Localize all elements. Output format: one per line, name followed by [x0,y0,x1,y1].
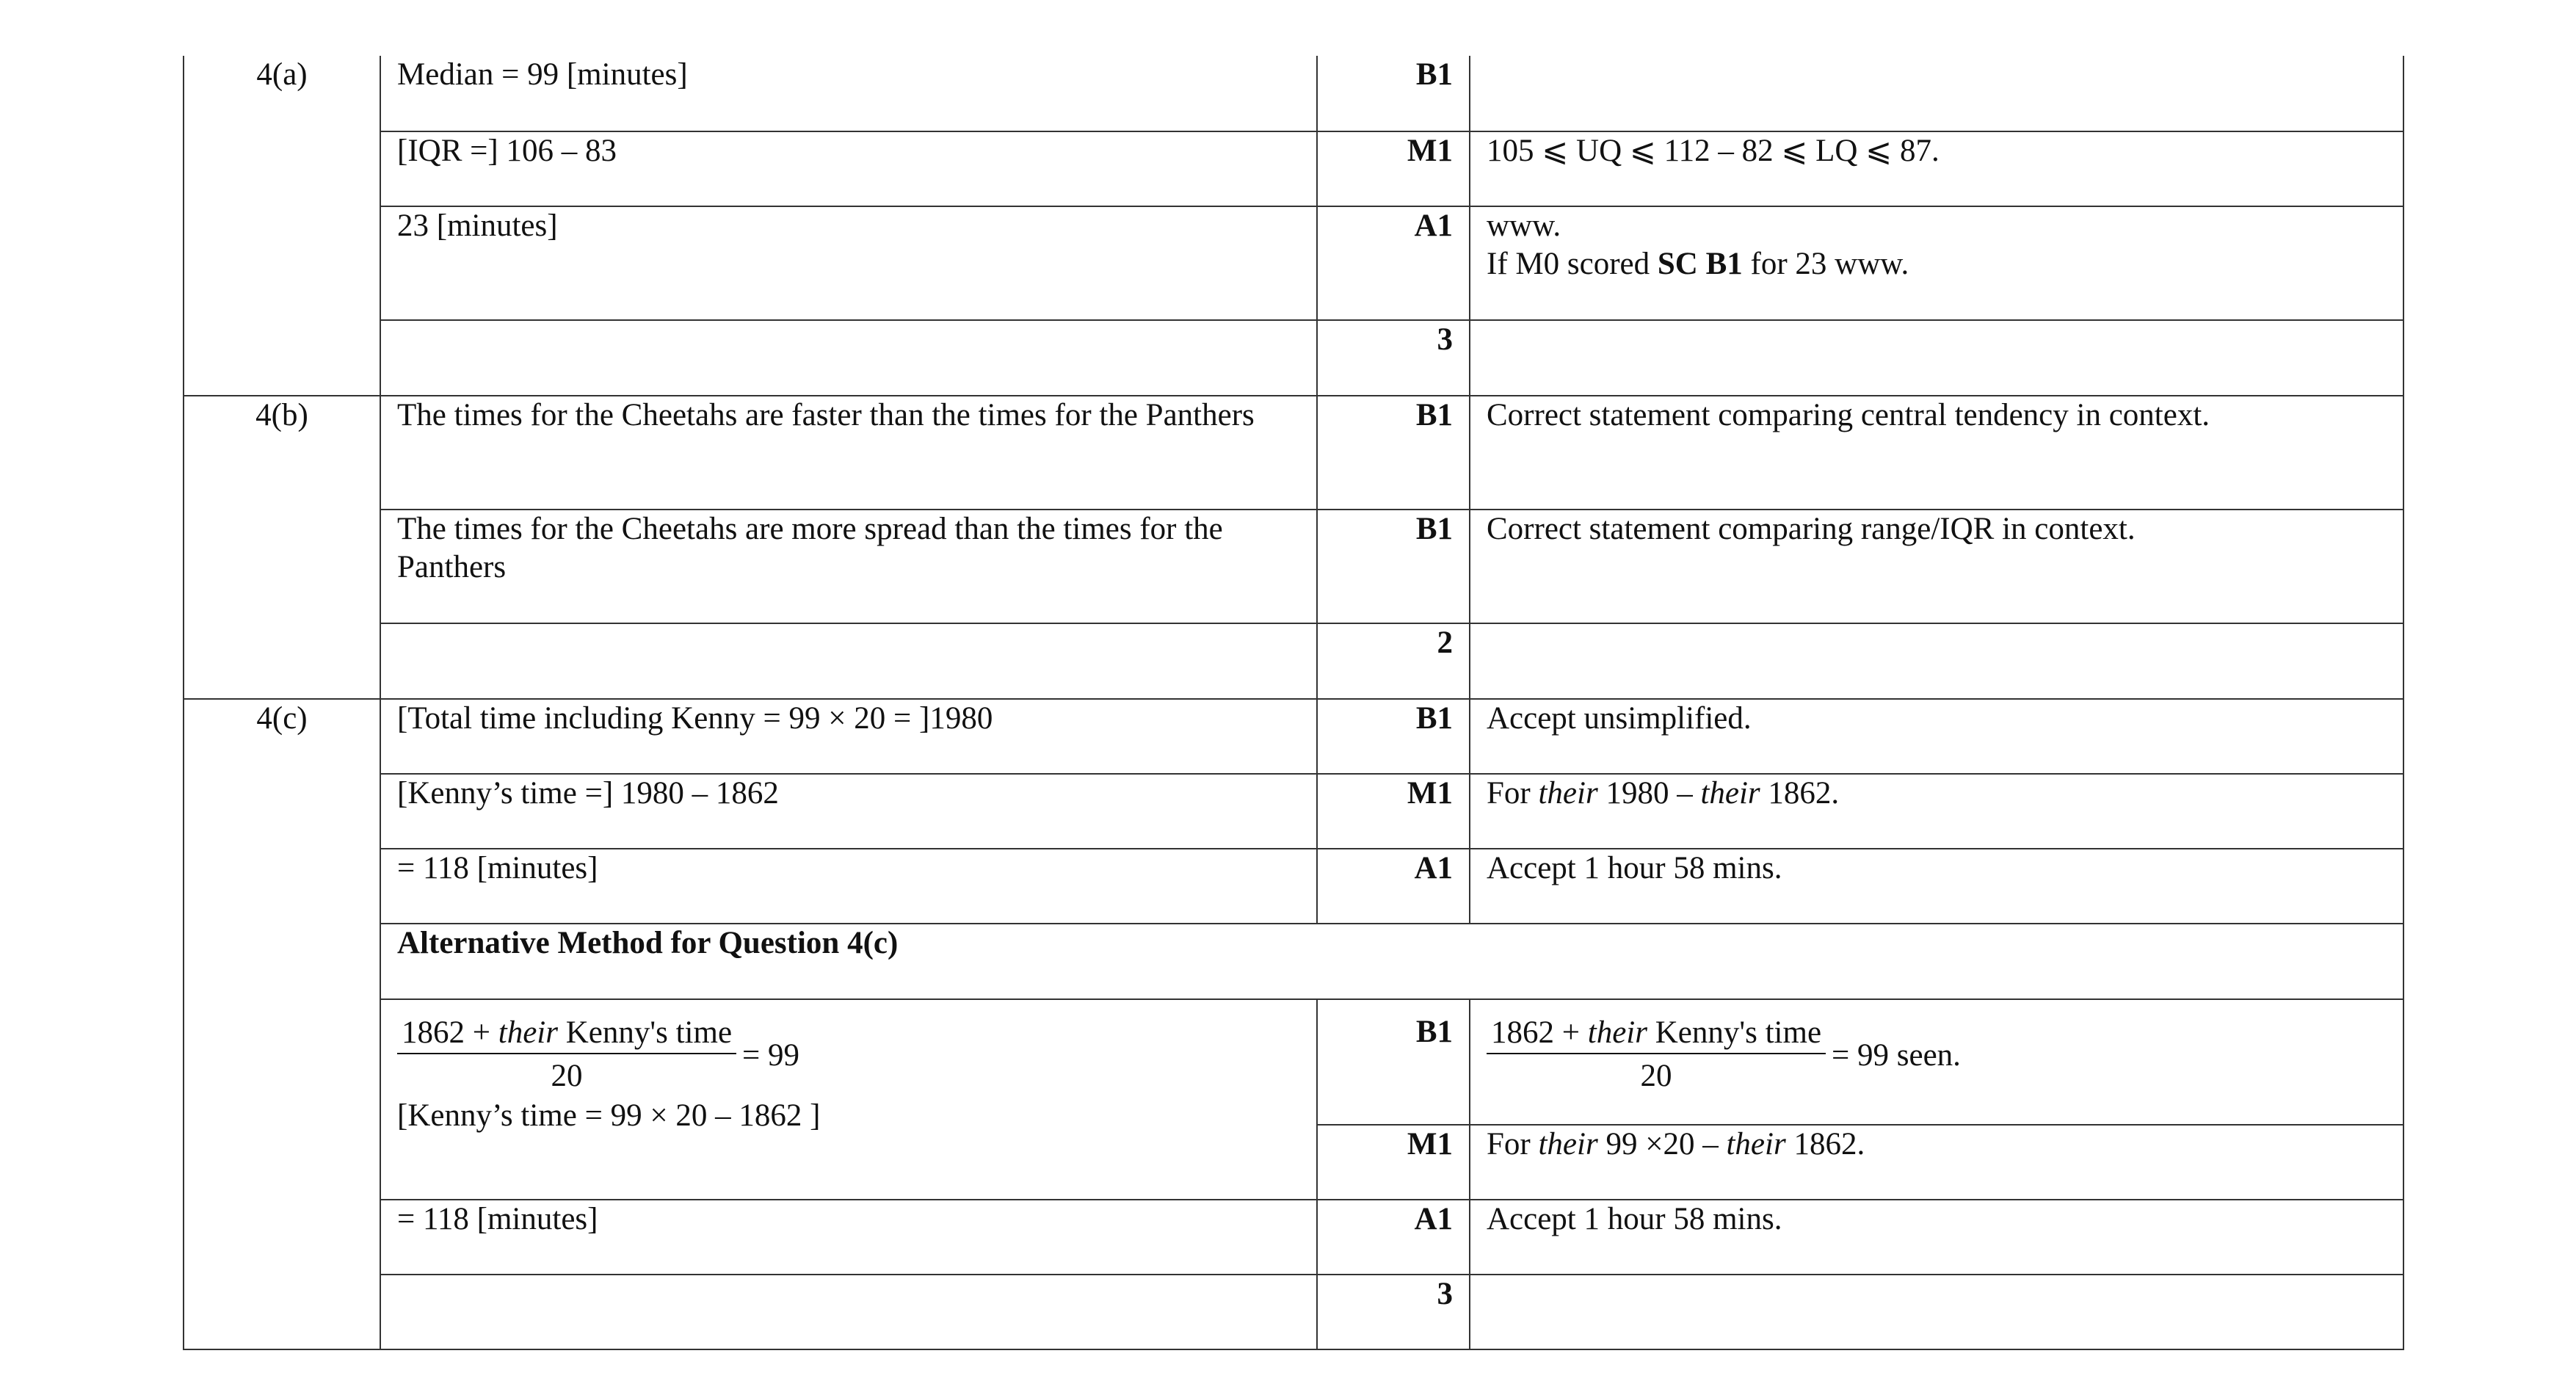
guidance-line [1487,245,2387,283]
table-row-total [184,1275,2403,1349]
guidance-text: 1980 – [1597,776,1701,811]
answer-cell-fraction [380,999,1317,1200]
table-row [184,56,2403,131]
answer-cell: [Total time including Kenny = 99 × 20 = ]1980 [380,699,1317,774]
guidance-cell [1470,774,2403,849]
guidance-text: For [1487,776,1539,811]
table-row [184,999,2403,1125]
mark-cell: M1 [1317,1125,1470,1200]
alternative-method-heading: Alternative Method for Question 4(c) [380,924,2403,999]
guidance-cell: Correct statement comparing range/IQR in context. [1470,510,2403,623]
numerator-text: 1862 + [402,1015,498,1050]
answer-cell: [IQR =] 106 – 83 [380,131,1317,206]
total-mark: 3 [1317,1275,1470,1349]
guidance-cell: Accept unsimplified. [1470,699,2403,774]
guidance-text: for 23 www. [1742,247,1909,281]
fraction-denominator: 20 [551,1059,583,1093]
guidance-line: www. [1487,209,1561,243]
mark-cell: M1 [1317,131,1470,206]
guidance-italic: their [1700,776,1760,811]
mark-cell: B1 [1317,56,1470,131]
mark-cell: A1 [1317,849,1470,924]
guidance-cell-empty [1470,1275,2403,1349]
guidance-text: 1862. [1785,1127,1865,1161]
guidance-text: If M0 scored [1487,247,1658,281]
numerator-text: Kenny's time [1647,1015,1822,1050]
fraction [1487,1015,1826,1097]
table-row [184,1200,2403,1275]
table-row [184,774,2403,849]
mark-cell: A1 [1317,1200,1470,1275]
guidance-italic: their [1538,776,1598,811]
mark-cell: A1 [1317,206,1470,320]
mark-cell: M1 [1317,774,1470,849]
guidance-cell [1470,1125,2403,1200]
guidance-bold: SC B1 [1657,247,1743,281]
guidance-cell: Correct statement comparing central tendency in context. [1470,396,2403,510]
guidance-text: 99 ×20 – [1597,1127,1727,1161]
table-row [184,849,2403,924]
answer-cell: The times for the Cheetahs are more spread than the times for the Panthers [380,510,1317,623]
table-row-total [184,623,2403,699]
table-row-heading [184,924,2403,999]
mark-cell: B1 [1317,396,1470,510]
answer-cell: The times for the Cheetahs are faster than the times for the Panthers [380,396,1317,510]
guidance-text: For [1487,1127,1539,1161]
table-row [184,699,2403,774]
answer-cell: [Kenny’s time =] 1980 – 1862 [380,774,1317,849]
table-row [184,396,2403,510]
guidance-cell-fraction [1470,999,2403,1125]
table-row [184,206,2403,320]
answer-cell: 23 [minutes] [380,206,1317,320]
fraction-numerator [397,1015,736,1054]
guidance-cell [1470,206,2403,320]
table-row [184,510,2403,623]
answer-line: [Kenny’s time = 99 × 20 – 1862 ] [397,1098,821,1133]
fraction-expression [1487,1015,1961,1097]
question-number: 4(c) [184,699,380,1349]
guidance-text: 1862. [1760,776,1840,811]
guidance-italic: their [1538,1127,1598,1161]
guidance-cell: Accept 1 hour 58 mins. [1470,849,2403,924]
mark-scheme-table [183,56,2404,1350]
answer-cell-empty [380,1275,1317,1349]
question-number: 4(b) [184,396,380,699]
table-row-total [184,320,2403,396]
guidance-cell-empty [1470,623,2403,699]
guidance-cell-empty [1470,320,2403,396]
total-mark: 2 [1317,623,1470,699]
total-mark: 3 [1317,320,1470,396]
guidance-cell [1470,56,2403,131]
numerator-text: 1862 + [1491,1015,1588,1050]
answer-cell-empty [380,623,1317,699]
numerator-italic: their [498,1015,558,1050]
fraction-equals-seen: = 99 seen. [1832,1038,1961,1073]
guidance-cell: 105 ⩽ UQ ⩽ 112 – 82 ⩽ LQ ⩽ 87. [1470,131,2403,206]
answer-cell: = 118 [minutes] [380,1200,1317,1275]
numerator-text: Kenny's time [557,1015,733,1050]
fraction [397,1015,736,1097]
fraction-denominator: 20 [1640,1059,1672,1093]
fraction-numerator [1487,1015,1826,1054]
fraction-expression [397,1015,799,1097]
answer-cell: = 118 [minutes] [380,849,1317,924]
mark-cell: B1 [1317,699,1470,774]
mark-cell: B1 [1317,999,1470,1125]
mark-cell: B1 [1317,510,1470,623]
guidance-italic: their [1726,1127,1786,1161]
guidance-cell: Accept 1 hour 58 mins. [1470,1200,2403,1275]
answer-cell-empty [380,320,1317,396]
fraction-equals: = 99 [742,1038,800,1073]
answer-cell: Median = 99 [minutes] [380,56,1317,131]
numerator-italic: their [1587,1015,1647,1050]
table-row [184,131,2403,206]
question-number: 4(a) [184,56,380,396]
